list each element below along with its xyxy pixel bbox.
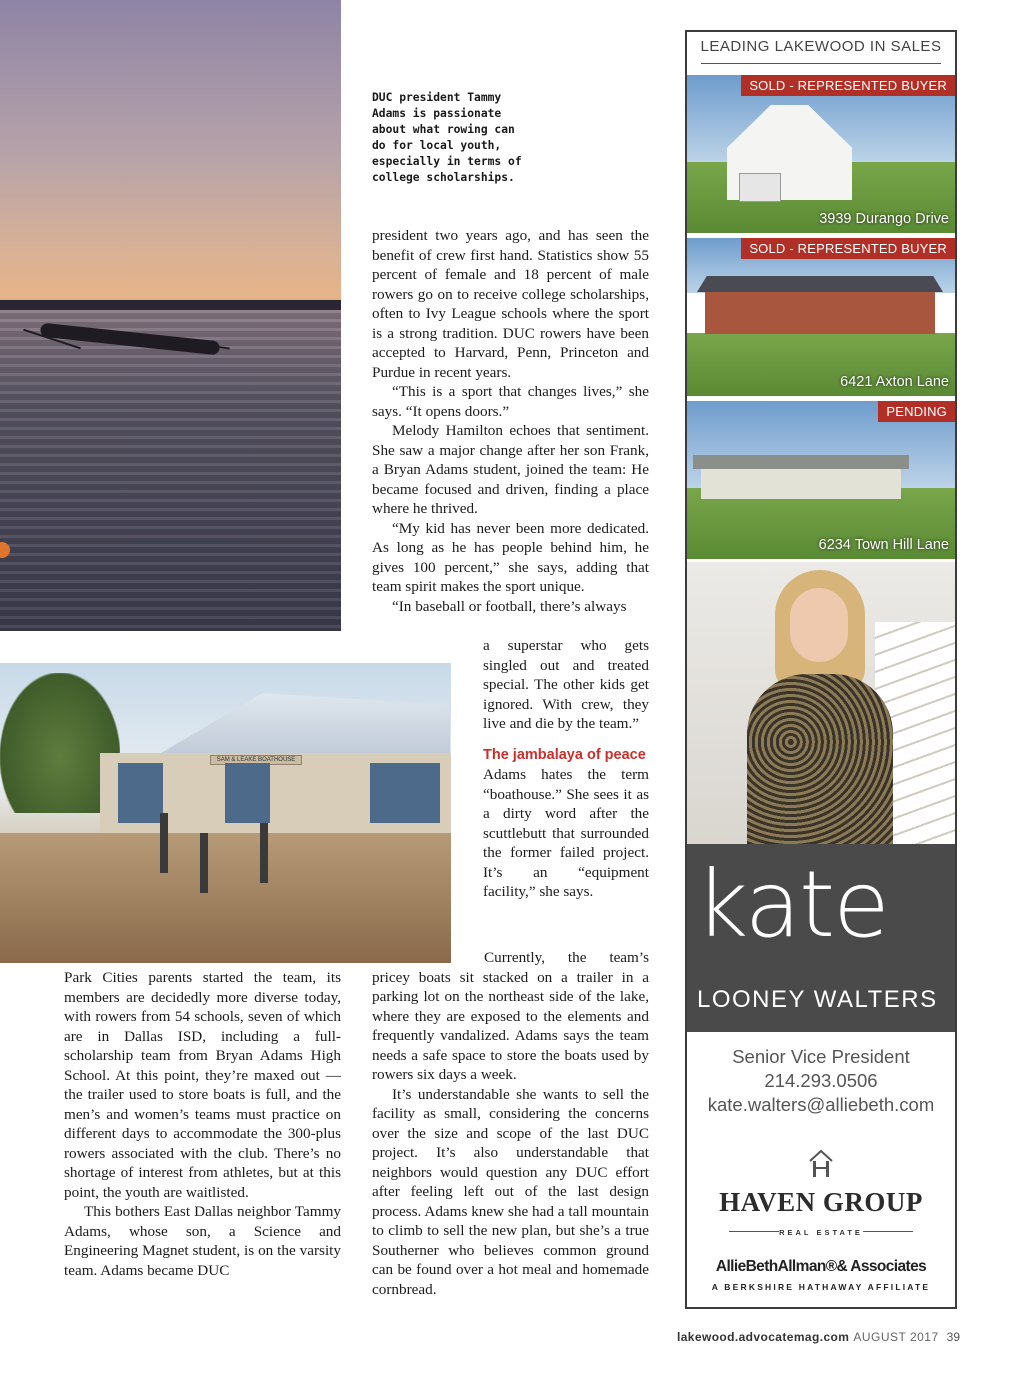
agent-phone: 214.293.0506 (764, 1070, 878, 1091)
agent-blouse (747, 674, 893, 844)
article-paragraph: Currently, the team’s pricey boats sit stacked on a trailer in a parking lot on the northeast side of the lake, where they are exposed to the elements and frequently vandalized. Adams says the team needs a safe space to store the boats used by rowers six days a week. (372, 949, 649, 1083)
lake-water (0, 310, 341, 631)
page-number: 39 (946, 1330, 961, 1344)
footer-website: lakewood.advocatemag.com (677, 1330, 850, 1344)
boat-rack (200, 833, 208, 893)
listing-card (687, 238, 955, 396)
article-column-narrow (483, 636, 649, 902)
shoreline (0, 300, 341, 310)
agent-contact (687, 1045, 955, 1117)
agent-email: kate.walters@alliebeth.com (707, 1094, 935, 1115)
boathouse-photo (0, 663, 451, 963)
agent-last-name: LOONEY WALTERS (697, 986, 938, 1013)
article-paragraph: “My kid has never been more dedicated. As long as he has people behind him, he gives 100 percent,” she says, adding that team spirit makes the sport unique. (372, 519, 649, 595)
article-column-left (64, 968, 341, 1280)
house-image (701, 467, 901, 499)
boathouse-sign: SAM & LEAKE BOATHOUSE (210, 755, 302, 765)
agent-name-block (687, 844, 955, 1032)
brand-name: HAVEN GROUP (719, 1187, 923, 1217)
article-paragraph: Adams hates the term “boathouse.” She sees it as a dirty word after the scuttlebutt that surrounded the former failed project. It’s an “equipment facility,” she says. (483, 766, 649, 900)
bay-door (370, 763, 440, 823)
haven-group-logo-icon (808, 1149, 834, 1179)
listing-card (687, 75, 955, 233)
status-badge: SOLD - REPRESENTED BUYER (741, 75, 955, 96)
affiliate-subtitle: A BERKSHIRE HATHAWAY AFFILIATE (711, 1282, 931, 1292)
footer-issue: AUGUST 2017 (853, 1330, 939, 1344)
agent-title: Senior Vice President (732, 1046, 910, 1067)
listing-card (687, 401, 955, 559)
bay-door (118, 763, 163, 823)
brand-subtitle: REAL ESTATE (779, 1228, 863, 1237)
garage-door (739, 173, 781, 202)
article-paragraph: Park Cities parents started the team, its members are decidedly more diverse today, with rowers from 54 schools, seven of which are in Dallas ISD, including a full-scholarship team from Bryan Adams High School. At this point, they’re maxed out — the trailer used to store boats is full, and the men’s and women’s teams must practice on different days to accommodate the 300-plus rowers associated with the club. There’s no shortage of interest from athletes, but at this point, the youth are waitlisted. (64, 969, 341, 1201)
status-badge: SOLD - REPRESENTED BUYER (741, 238, 955, 259)
listing-address: 6421 Axton Lane (840, 374, 949, 390)
article-column-middle-bottom (372, 948, 649, 1299)
rowing-photo (0, 0, 341, 631)
divider (701, 63, 941, 64)
house-roof (693, 455, 909, 469)
article-paragraph: “This is a sport that changes lives,” she says. “It opens doors.” (372, 383, 649, 420)
article-paragraph: president two years ago, and has seen the benefit of crew first hand. Statistics show 55 percent of female and 18 percent of male rowers go on to receive college scholarships, often to Ivy League schools where the sport is a strong tradition. DUC rowers have been accepted to Harvard, Penn, Princeton and Purdue in recent years. (372, 227, 649, 381)
bay-door (225, 763, 270, 823)
article-column-middle (372, 226, 649, 616)
house-image (705, 288, 935, 334)
parking-lot (0, 833, 451, 963)
boat-rack (160, 813, 168, 873)
agent-portrait (687, 562, 955, 844)
photo-caption: DUC president Tammy Adams is passionate about what rowing can do for local youth, especially in terms of college scholarships. (372, 91, 522, 184)
realtor-advertisement (685, 30, 957, 1309)
article-paragraph: a superstar who gets singled out and treated special. The other kids get ignored. With crew, they live and die by the team.” (483, 637, 649, 732)
article-paragraph: This bothers East Dallas neighbor Tammy Adams, whose son, a Science and Engineering Magnet student, is on the varsity team. Adams became DUC (64, 1203, 341, 1279)
listing-address: 6234 Town Hill Lane (818, 537, 949, 553)
boat-rack (260, 823, 268, 883)
page-footer (677, 1330, 960, 1344)
article-paragraph: Melody Hamilton echoes that sentiment. She saw a major change after her son Frank, a Bryan Adams student, joined the team: He became focused and driven, finding a place where he thrived. (372, 422, 649, 517)
house-roof (697, 276, 943, 292)
article-subhead: The jambalaya of peace (483, 746, 646, 763)
agent-face (790, 588, 848, 662)
listing-address: 3939 Durango Drive (819, 211, 949, 227)
ad-title: LEADING LAKEWOOD IN SALES (700, 38, 942, 55)
article-paragraph: It’s understandable she wants to sell the facility as small, considering the concerns over the size and scope of the last DUC project. It’s also understandable that neighbors would question any DUC effort after feeling left out of the last design process. Adams knew she had a tall mountain to climb to sell the new plan, but she’s a true Southerner who believes common ground can be found over a hot meal and homemade cornbread. (372, 1085, 649, 1298)
article-paragraph: “In baseball or football, there’s always (392, 597, 627, 615)
agent-first-name: kate (695, 851, 888, 958)
status-badge: PENDING (878, 401, 955, 422)
affiliate-name: AllieBethAllman®& Associates (715, 1258, 927, 1275)
